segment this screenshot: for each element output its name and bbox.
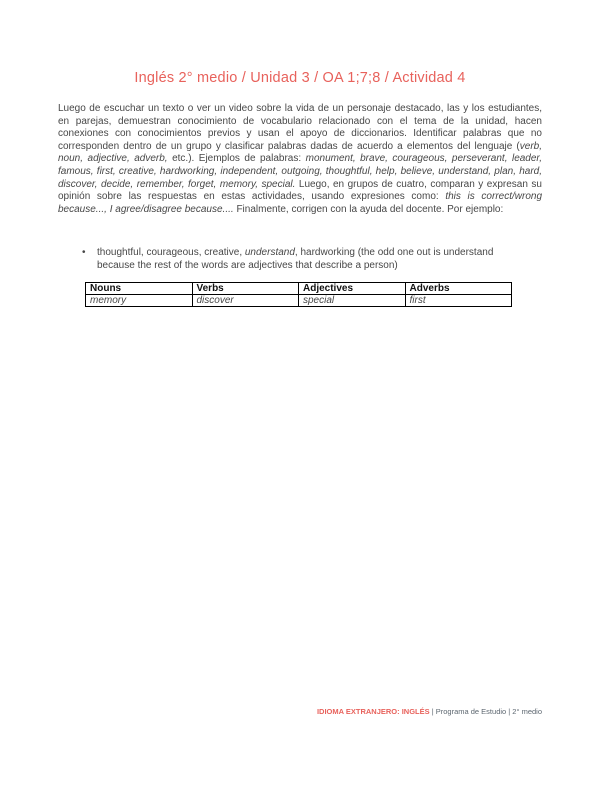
bullet-segment: thoughtful, courageous, creative, [97,247,245,258]
table-head [86,283,512,295]
bullet-segment-italic: understand [244,247,295,258]
intro-segment: Finalmente, corrigen con la ayuda del docente. Por ejemplo: [233,203,504,215]
table-header-verbs: Verbs [192,283,299,295]
footer-subject-label: IDIOMA EXTRANJERO: INGLÉS [316,707,430,716]
table-cell-noun: memory [86,295,193,307]
bullet-segment: , hardworking (the odd one out is understand because the rest of the words are adjectives that describe a person) [97,247,494,271]
intro-segment: etc.). Ejemplos de palabras: [167,153,306,165]
intro-word-list-italic: monument, brave, courageous, perseverant, leader, famous, first, creative, hardworking, independent, outgoing, thoughtful, help, believe, understand, plan, hard, discover, decide, remember, forget, memory, special. [58,153,542,190]
example-bullet-item [82,246,524,272]
activity-description [58,103,542,216]
page-footer [317,707,542,716]
footer-program-label: | Programa de Estudio | 2° medio [429,707,542,716]
table-row [86,295,512,307]
table-body [86,295,512,307]
intro-segment-italic: verb, noun, adjective, adverb, [58,140,542,165]
intro-expressions-italic: this is correct/wrong because..., I agree/disagree because.... [58,191,542,215]
page-title: Inglés 2° medio / Unidad 3 / OA 1;7;8 / Actividad 4 [134,70,466,86]
intro-segment: Luego de escuchar un texto o ver un video sobre la vida de un personaje destacado, las y los estudiantes, en parejas, demuestran conocimiento de vocabulario relacionado con el tema de la unidad, hacen conexiones con conocimientos previos y usan el apoyo de diccionarios. Identificar palabras que no corresponden dentro de un grupo y clasificar palabras dadas de acuerdo a elementos del lenguaje ( [58,103,542,152]
example-bullet-text [97,246,524,272]
bullet-icon: • [82,247,86,258]
table-cell-adjective: special [299,295,406,307]
table-header-row [86,283,512,295]
table-header-adjectives: Adjectives [299,283,406,295]
table-cell-adverb: first [405,295,512,307]
table-header-adverbs: Adverbs [405,283,512,295]
table-header-nouns: Nouns [86,283,193,295]
intro-segment: Luego, en grupos de cuatro, comparan y expresan su opinión sobre las respuestas en estas actividades, usando expresiones como: [58,178,542,203]
word-classification-table [85,282,512,307]
table-cell-verb: discover [192,295,299,307]
